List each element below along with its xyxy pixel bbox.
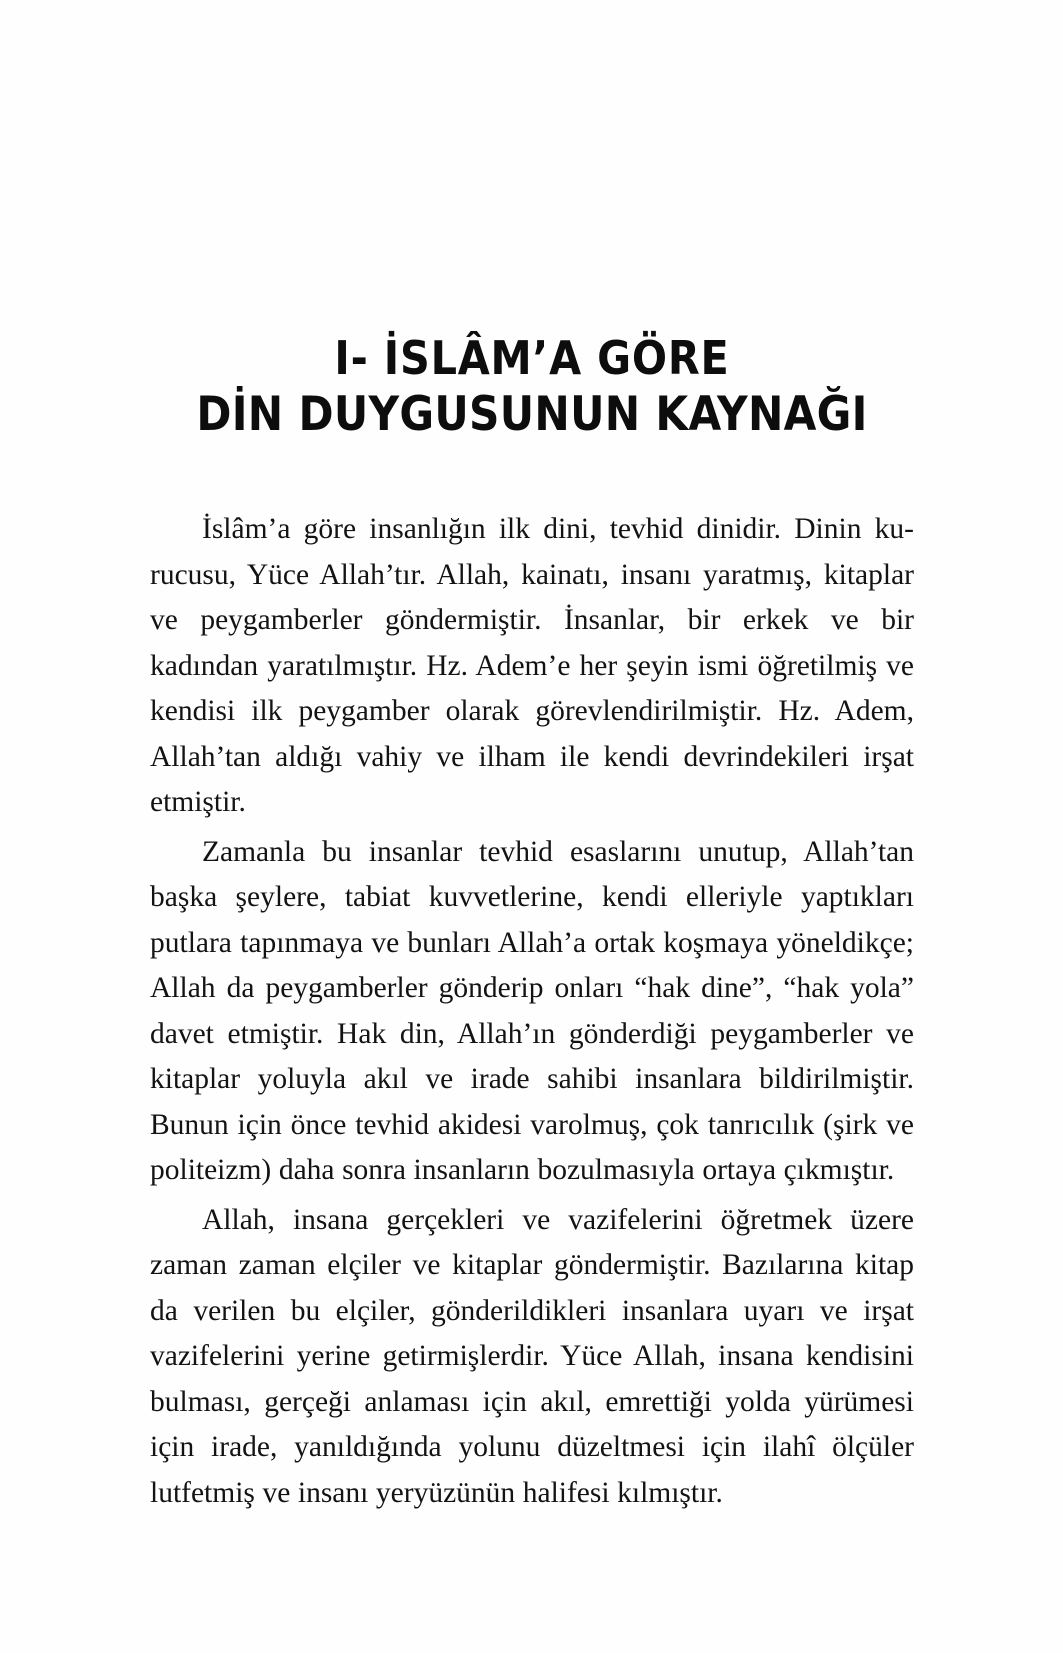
page-title-line-2: DİN DUYGUSUNUN KAYNAĞI bbox=[196, 387, 868, 443]
page-title bbox=[150, 0, 914, 443]
body-paragraph: Zamanla bu insanlar tevhid esaslarını unutup, Allah’tan başka şeylere, tabiat kuvvetlerine, kendi elleriyle yaptıkları putlara tapınmaya ve bunları Allah’a ortak koşmaya yöneldikçe; Allah da peygamberler gönderip onları “hak dine”, “hak yola” davet etmiştir. Hak din, Allah’ın gönderdiği peygamberler ve kitaplar yoluyla akıl ve irade sahibi insanlara bildirilmiştir. Bunun için önce tevhid akidesi varolmuş, çok tanrıcılık (şirk ve politeizm) daha sonra insanların bozulmasıyla ortaya çıkmıştır. bbox=[150, 835, 914, 1187]
content-column bbox=[150, 0, 914, 1516]
page-title-line-1: I- İSLÂM’A GÖRE bbox=[334, 331, 730, 385]
body-paragraph: İslâm’a göre insanlığın ilk dini, tevhid dinidir. Dinin kurucusu, Yüce Allah’tır. Allah, kainatı, insanı yaratmış, kitaplar ve peygamberler göndermiştir. İnsanlar, bir erkek ve bir kadından yaratılmıştır. Hz. Adem’e her şeyin ismi öğretilmiş ve kendisi ilk peygamber olarak görevlendirilmiştir. Hz. Adem, Allah’tan aldığı vahiy ve ilham ile kendi devrindekileri irşat etmiştir. bbox=[150, 513, 914, 819]
body-paragraph: Allah, insana gerçekleri ve vazifelerini öğretmek üzere zaman zaman elçiler ve kitaplar göndermiştir. Bazılarına kitap da verilen bu elçiler, gönderildikleri insanlara uyarı ve irşat vazifelerini yerine getirmişlerdir. Yüce Allah, insana kendisini bulması, gerçeği anlaması için akıl, emrettiği yolda yürümesi için irade, yanıldığında yolunu düzeltmesi için ilahî ölçüler lutfetmiş ve insanı yeryüzünün halifesi kılmıştır. bbox=[150, 1203, 914, 1509]
body-text bbox=[150, 507, 914, 1516]
